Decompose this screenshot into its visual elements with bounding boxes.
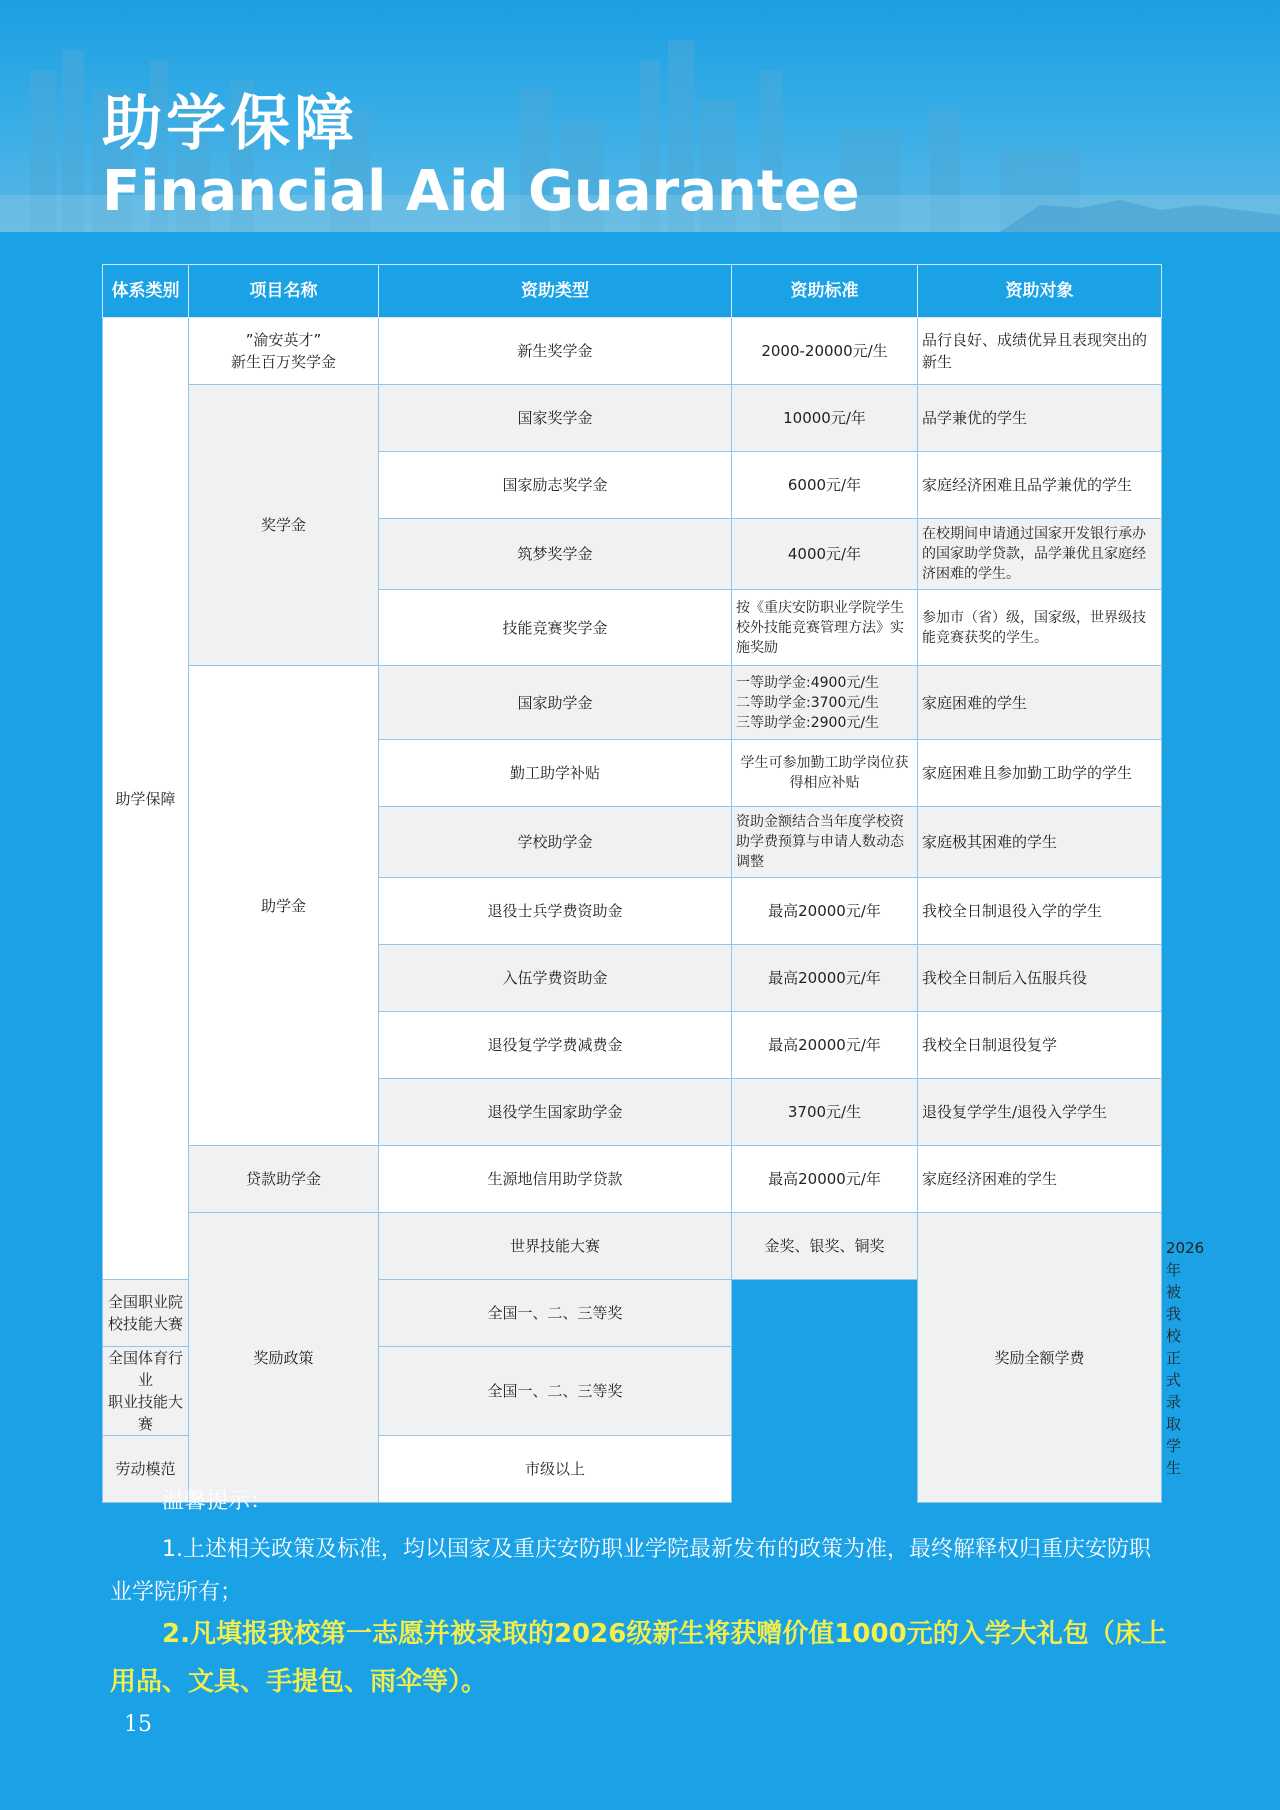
type-cell: 退役士兵学费资助金 [379, 878, 732, 945]
standard-cell: 4000元/年 [732, 519, 918, 590]
target-cell: 品学兼优的学生 [918, 385, 1162, 452]
target-cell: 品行良好、成绩优异且表现突出的新生 [918, 318, 1162, 385]
type-cell: 学校助学金 [379, 807, 732, 878]
standard-cell: 资助金额结合当年度学校资助学费预算与申请人数动态调整 [732, 807, 918, 878]
type-cell: 新生奖学金 [379, 318, 732, 385]
type-cell: 生源地信用助学贷款 [379, 1146, 732, 1213]
column-header: 资助类型 [379, 265, 732, 318]
standard-cell: 6000元/年 [732, 452, 918, 519]
page-number: 15 [124, 1712, 152, 1737]
type-cell: 勤工助学补贴 [379, 740, 732, 807]
standard-cell: 最高20000元/年 [732, 1012, 918, 1079]
standard-cell: 3700元/生 [732, 1079, 918, 1146]
project-line: 新生百万奖学金 [230, 353, 336, 371]
project-cell: 贷款助学金 [189, 1146, 379, 1213]
type-cell: 筑梦奖学金 [379, 519, 732, 590]
target-cell: 家庭极其困难的学生 [918, 807, 1162, 878]
type-cell: 技能竞赛奖学金 [379, 590, 732, 666]
category-cell: 助学保障 [103, 318, 189, 1280]
target-cell: 在校期间申请通过国家开发银行承办的国家助学贷款，品学兼优且家庭经济困难的学生。 [918, 519, 1162, 590]
standard-cell: 学生可参加勤工助学岗位获得相应补贴 [732, 740, 918, 807]
standard-cell: 按《重庆安防职业学院学生校外技能竞赛管理方法》实施奖励 [732, 590, 918, 666]
type-cell: 全国一、二、三等奖 [379, 1280, 732, 1347]
standard-cell: 最高20000元/年 [732, 945, 918, 1012]
table-row [103, 318, 1162, 385]
standard-line: 三等助学金:2900元/生 [736, 714, 880, 731]
type-cell: 金奖、银奖、铜奖 [732, 1213, 918, 1280]
type-cell: 国家助学金 [379, 666, 732, 740]
header-banner [0, 0, 1280, 232]
project-cell: 助学金 [189, 666, 379, 1146]
target-cell: 我校全日制退役复学 [918, 1012, 1162, 1079]
table-row [103, 666, 1162, 740]
page-title-en: Financial Aid Guarantee [102, 159, 860, 224]
project-cell: 世界技能大赛 [379, 1213, 732, 1280]
project-line: 职业技能大赛 [107, 1393, 183, 1433]
note-item: 1.上述相关政策及标准，均以国家及重庆安防职业学院最新发布的政策为准，最终解释权归重庆安防职业学院所有； [110, 1537, 1151, 1605]
table-header-row [103, 265, 1162, 318]
project-cell: 全国职业院校技能大赛 [103, 1280, 189, 1347]
column-header: 资助对象 [918, 265, 1162, 318]
standard-line: 二等助学金:3700元/生 [736, 694, 880, 711]
page-title-cn: 助学保障 [102, 89, 358, 159]
type-cell: 国家励志奖学金 [379, 452, 732, 519]
standard-cell: 奖励全额学费 [918, 1213, 1162, 1503]
standard-cell [732, 666, 918, 740]
target-cell: 我校全日制后入伍服兵役 [918, 945, 1162, 1012]
column-header: 资助标准 [732, 265, 918, 318]
type-cell: 入伍学费资助金 [379, 945, 732, 1012]
target-cell: 家庭经济困难且品学兼优的学生 [918, 452, 1162, 519]
note-highlight: 2.凡填报我校第一志愿并被录取的2026级新生将获赠价值1000元的入学大礼包（床上用品、文具、手提包、雨伞等）。 [110, 1619, 1167, 1697]
type-cell: 全国一、二、三等奖 [379, 1347, 732, 1436]
category-cell: 奖励政策 [189, 1213, 379, 1503]
notes-heading: 温馨提示： [162, 1489, 273, 1514]
type-cell: 国家奖学金 [379, 385, 732, 452]
target-cell: 家庭困难且参加勤工助学的学生 [918, 740, 1162, 807]
standard-cell: 最高20000元/年 [732, 1146, 918, 1213]
target-cell: 我校全日制退役入学的学生 [918, 878, 1162, 945]
project-cell [189, 318, 379, 385]
project-line: ”渝安英才” [245, 331, 322, 349]
type-cell: 市级以上 [379, 1436, 732, 1503]
type-cell: 退役复学学费减费金 [379, 1012, 732, 1079]
table-row [103, 385, 1162, 452]
type-cell: 退役学生国家助学金 [379, 1079, 732, 1146]
standard-cell: 10000元/年 [732, 385, 918, 452]
target-cell: 参加市（省）级，国家级，世界级技能竞赛获奖的学生。 [918, 590, 1162, 666]
target-cell: 退役复学学生/退役入学学生 [918, 1079, 1162, 1146]
column-header: 体系类别 [103, 265, 189, 318]
project-cell: 奖学金 [189, 385, 379, 666]
project-line: 全国体育行业 [107, 1349, 183, 1389]
standard-cell: 2000-20000元/生 [732, 318, 918, 385]
target-cell: 家庭经济困难的学生 [918, 1146, 1162, 1213]
column-header: 项目名称 [189, 265, 379, 318]
table-row: 奖励政策 世界技能大赛 金奖、银奖、铜奖 奖励全额学费 2026年被我校正式录取学生 [103, 1213, 1162, 1280]
financial-aid-table [102, 264, 1205, 1503]
target-cell: 家庭困难的学生 [918, 666, 1162, 740]
project-cell: 劳动模范 [103, 1436, 189, 1503]
table-row [103, 1146, 1162, 1213]
standard-line: 一等助学金:4900元/生 [736, 674, 880, 691]
standard-cell: 最高20000元/年 [732, 878, 918, 945]
project-cell [103, 1347, 189, 1436]
